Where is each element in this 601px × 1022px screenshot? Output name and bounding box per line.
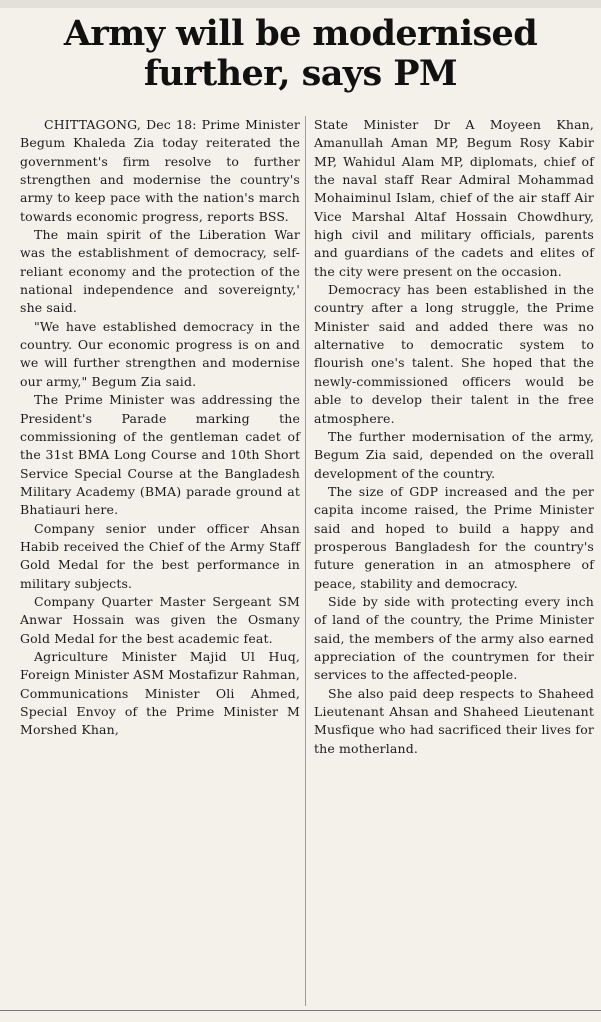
top-rule <box>0 0 601 8</box>
headline-line-2: further, says PM <box>143 53 458 94</box>
headline <box>0 14 601 94</box>
paragraph: The further modernisation of the army, Begum Zia said, depended on the overall development of the country. <box>314 428 594 481</box>
paragraph: Company senior under officer Ahsan Habib received the Chief of the Army Staff Gold Medal for the best performance in military subjects. <box>20 520 300 591</box>
column-divider <box>305 116 306 1006</box>
headline-line-1: Army will be modernised <box>63 13 538 54</box>
paragraph-dateline: CHITTAGONG, Dec 18: Prime Minister Begum Khaleda Zia today reiterated the government's firm resolve to further strengthen and modernise the country's army to keep pace with the nation's march towards economic progress, reports BSS. <box>20 117 300 224</box>
paragraph: Democracy has been established in the country after a long struggle, the Prime Minister said and added there was no alternative to democratic system to flourish one's talent. She hoped that the newly-commissioned officers would be able to develop their talent in the free atmosphere. <box>314 282 594 426</box>
paragraph: She also paid deep respects to Shaheed Lieutenant Ahsan and Shaheed Lieutenant Musfique who had sacrificed their lives for the motherland. <box>314 685 594 756</box>
paragraph: The main spirit of the Liberation War was the establishment of democracy, self-reliant economy and the protection of the national independence and sovereignty,' she said. <box>20 227 300 316</box>
article-right-column <box>314 116 594 758</box>
bottom-rule <box>0 1010 601 1011</box>
article-left-column <box>20 116 300 740</box>
paragraph-continued: State Minister Dr A Moyeen Khan, Amanullah Aman MP, Begum Rosy Kabir MP, Wahidul Alam MP, diplomats, chief of the naval staff Rear Admiral Mohammad Mohaiminul Islam, chief of the air staff Air Vice Marshal Altaf Hossain Chowdhury, high civil and military officials, parents and guardians of the cadets and elites of the city were present on the occasion. <box>314 117 594 279</box>
paragraph: Company Quarter Master Sergeant SM Anwar Hossain was given the Osmany Gold Medal for the best academic feat. <box>20 593 300 646</box>
paragraph: The Prime Minister was addressing the President's Parade marking the commissioning of the gentleman cadet of the 31st BMA Long Course and 10th Short Service Special Course at the Bangladesh Military Academy (BMA) parade ground at Bhatiauri here. <box>20 392 300 518</box>
paragraph: Side by side with protecting every inch of land of the country, the Prime Minister said, the members of the army also earned appreciation of the countrymen for their services to the affected-people. <box>314 593 594 683</box>
paragraph: Agriculture Minister Majid Ul Huq, Foreign Minister ASM Mostafizur Rahman, Communications Minister Oli Ahmed, Special Envoy of the Prime Minister M Morshed Khan, <box>20 648 300 738</box>
paragraph: "We have established democracy in the country. Our economic progress is on and we will further strengthen and modernise our army," Begum Zia said. <box>20 318 300 389</box>
paragraph: The size of GDP increased and the per capita income raised, the Prime Minister said and hoped to build a happy and prosperous Bangladesh for the country's future generation in an atmosphere of peace, stability and democracy. <box>314 483 594 591</box>
